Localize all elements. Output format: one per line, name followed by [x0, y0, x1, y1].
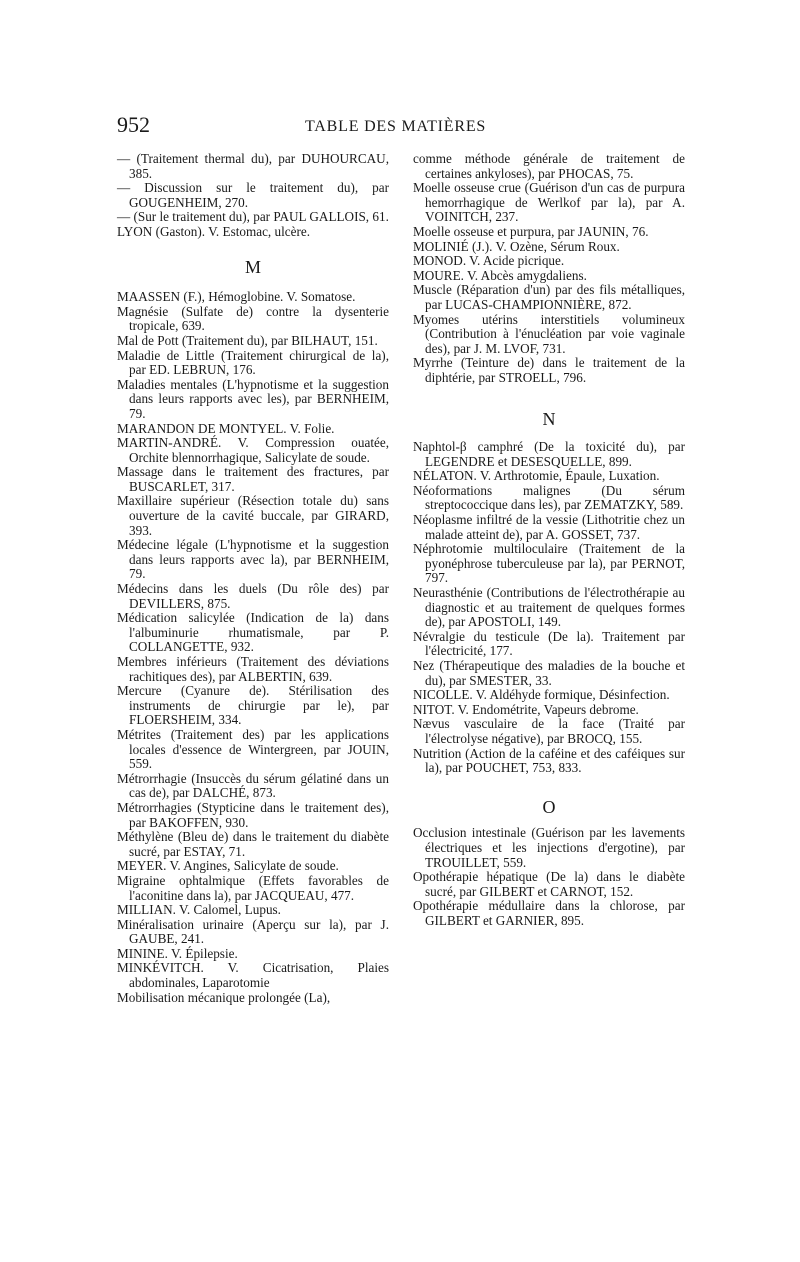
index-entry: Métrorrhagie (Insuccès du sérum gélatiné dans un cas de), par DALCHÉ, 873.	[117, 770, 389, 801]
entries-n-group	[413, 440, 685, 776]
entries-l-group	[117, 152, 389, 240]
index-entry: Maladie de Little (Traitement chirurgical de la), par ED. LEBRUN, 176.	[117, 347, 389, 378]
index-entry: Méthylène (Bleu de) dans le traitement du diabète sucré, par ESTAY, 71.	[117, 829, 389, 859]
index-entry: MARTIN-ANDRÉ. V. Compression ouatée, Orchite blennorrhagique, Salicylate de soude.	[117, 435, 389, 465]
index-entry: Naphtol-β camphré (De la toxicité du), par LEGENDRE et DESESQUELLE, 899.	[413, 439, 685, 469]
running-title: TABLE DES MATIÈRES	[305, 118, 487, 135]
index-entry: Mobilisation mécanique prolongée (La),	[117, 989, 331, 1005]
index-entry: Myrrhe (Teinture de) dans le traitement de la diphtérie, par STROELL, 796.	[413, 355, 685, 385]
index-entry: MOURE. V. Abcès amygdaliens.	[413, 267, 587, 283]
index-entry: Opothérapie hépatique (De la) dans le diabète sucré, par GILBERT et CARNOT, 152.	[413, 869, 685, 899]
index-column-left	[117, 152, 389, 1005]
section-heading-m: M	[244, 256, 261, 277]
index-entry: LYON (Gaston). V. Estomac, ulcère.	[117, 223, 311, 239]
entries-o-group	[413, 826, 685, 928]
index-entry: Médication salicylée (Indication de la) dans l'albuminurie rhumatismale, par P. COLLANGETTE, 932.	[117, 610, 389, 655]
index-entry: MINKÉVITCH. V. Cicatrisation, Plaies abdominales, Laparotomie	[117, 960, 389, 991]
index-entry: MONOD. V. Acide picrique.	[413, 253, 565, 269]
index-entry: — (Traitement thermal du), par DUHOURCAU, 385.	[117, 151, 389, 181]
index-entry: Neurasthénie (Contributions de l'électrothérapie au diagnostic et au traitement de quelques formes de), par APOSTOLI, 149.	[413, 585, 685, 630]
index-entry: Médecins dans les duels (Du rôle des) par DEVILLERS, 875.	[117, 581, 389, 611]
section-heading-n: N	[542, 408, 556, 429]
index-entry: MILLIAN. V. Calomel, Lupus.	[117, 902, 281, 918]
index-entry: Magnésie (Sulfate de) contre la dysenterie tropicale, 639.	[117, 303, 389, 334]
index-entry: Moelle osseuse crue (Guérison d'un cas de purpura hemorrhagique de Werlkof par la), par A. VOINITCH, 237.	[413, 180, 685, 225]
index-column-right	[413, 152, 685, 929]
index-entry: Membres inférieurs (Traitement des déviations rachitiques des), par ALBERTIN, 639.	[117, 654, 389, 684]
index-entry: Migraine ophtalmique (Effets favorables de l'aconitine dans la), par JACQUEAU, 477.	[117, 872, 389, 903]
index-entry: Nævus vasculaire de la face (Traité par l'électrolyse négative), par BROCQ, 155.	[413, 716, 685, 746]
index-entry: MARANDON DE MONTYEL. V. Folie.	[117, 420, 335, 436]
index-entry: Maladies mentales (L'hypnotisme et la suggestion dans leurs rapports avec les), par BERNHEIM, 79.	[117, 376, 389, 421]
index-entry: Minéralisation urinaire (Aperçu sur la), par J. GAUBE, 241.	[117, 916, 389, 947]
section-heading-o: O	[542, 796, 556, 817]
index-entry: MEYER. V. Angines, Salicylate de soude.	[117, 858, 339, 874]
index-entry: MININE. V. Épilepsie.	[117, 945, 238, 961]
index-entry: NITOT. V. Endométrite, Vapeurs debrome.	[413, 701, 639, 717]
index-entry: NÉLATON. V. Arthrotomie, Épaule, Luxation.	[413, 468, 660, 484]
index-entry: Opothérapie médullaire dans la chlorose, par GILBERT et GARNIER, 895.	[413, 898, 685, 928]
index-entry: Métrorrhagies (Stypticine dans le traitement des), par BAKOFFEN, 930.	[117, 799, 389, 830]
index-entry: Névralgie du testicule (De la). Traitement par l'électricité, 177.	[413, 628, 685, 659]
index-entry: Néoformations malignes (Du sérum streptococcique dans les), par ZEMATZKY, 589.	[413, 482, 685, 513]
index-entry: — (Sur le traitement du), par PAUL GALLOIS, 61.	[117, 209, 389, 225]
index-entry: Néoplasme infiltré de la vessie (Lithotritie chez un malade atteint de), par A. GOSSET, 737.	[413, 512, 685, 542]
index-entry: NICOLLE. V. Aldéhyde formique, Désinfection.	[413, 687, 670, 703]
index-entry: Nutrition (Action de la caféine et des caféiques sur la), par POUCHET, 753, 833.	[413, 745, 685, 776]
index-entry: MOLINIÉ (J.). V. Ozène, Sérum Roux.	[413, 238, 620, 254]
index-entry: Néphrotomie multiloculaire (Traitement de la pyonéphrose tuberculeuse par la), par PERNOT, 797.	[413, 541, 685, 586]
index-entry: Massage dans le traitement des fractures, par BUSCARLET, 317.	[117, 464, 389, 494]
page-number: 952	[117, 112, 150, 137]
index-entry: Moelle osseuse et purpura, par JAUNIN, 76.	[413, 223, 649, 239]
index-entry: comme méthode générale de traitement de certaines ankyloses), par PHOCAS, 75.	[413, 151, 685, 181]
index-entry: Métrites (Traitement des) par les applications locales d'essence de Wintergreen, par JOUIN, 559.	[117, 726, 389, 772]
index-entry: Muscle (Réparation d'un) par des fils métalliques, par LUCAS-CHAMPIONNIÈRE, 872.	[413, 282, 685, 312]
index-entry: Mercure (Cyanure de). Stérilisation des instruments de chirurgie par le), par FLOERSHEIM, 334.	[117, 683, 389, 728]
index-entry: Occlusion intestinale (Guérison par les lavements électriques et les injections d'ergotine), par TROUILLET, 559.	[413, 825, 685, 870]
index-entry: — Discussion sur le traitement du), par GOUGENHEIM, 270.	[117, 180, 389, 210]
index-entry: Myomes utérins interstitiels volumineux (Contribution à l'énucléation par voie vaginale des), par J. M. LVOF, 731.	[413, 311, 685, 356]
entries-m-continued-group	[413, 152, 685, 386]
entries-m-group	[117, 290, 389, 1005]
index-entry: Médecine légale (L'hypnotisme et la suggestion dans leurs rapports avec la), par BERNHEIM, 79.	[117, 537, 389, 582]
index-entry: MAASSEN (F.), Hémoglobine. V. Somatose.	[117, 289, 356, 305]
index-entry: Nez (Thérapeutique des maladies de la bouche et du), par SMESTER, 33.	[413, 658, 685, 688]
index-entry: Mal de Pott (Traitement du), par BILHAUT, 151.	[117, 332, 378, 348]
index-entry: Maxillaire supérieur (Résection totale du) sans ouverture de la cavité buccale, par GIRARD, 393.	[117, 493, 389, 538]
